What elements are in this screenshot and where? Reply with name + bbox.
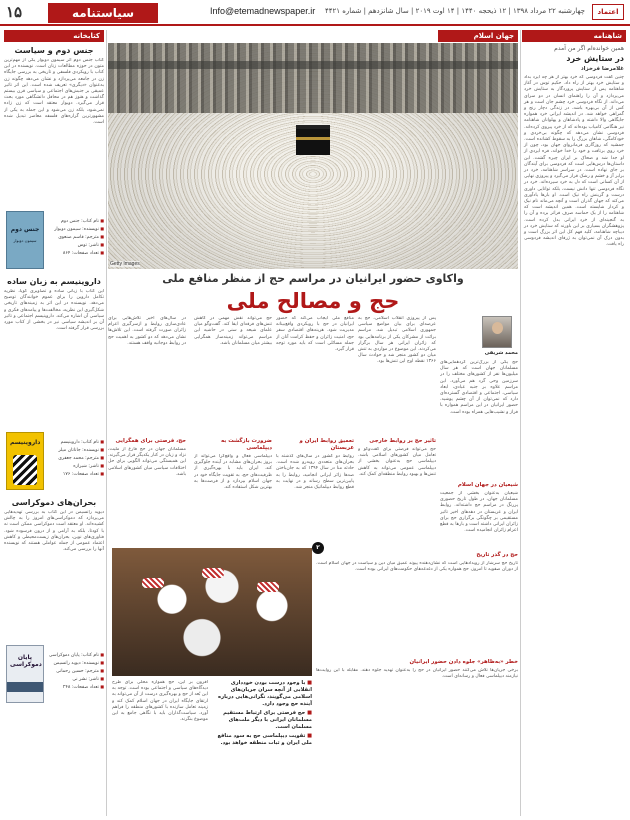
book1-spec: ■ نویسنده: سیمون دوبوار	[48, 225, 104, 233]
column-divider	[106, 30, 107, 816]
book1-spec: ■ نام کتاب: جنس دوم	[48, 217, 104, 225]
pull-quote: ■ با وجود درست بودن خودداری انقلابی از آنچه سران جریان‌های اسلامی می‌گویند، نگرانی‌هایی درباره آینده حج وجود دارد.	[212, 680, 312, 708]
book2-text: این کتاب با زبانی ساده و تصاویری گویا، نظریه تکامل داروین را برای عموم خوانندگان توضیح می‌دهد. نویسنده در این اثر به زمینه‌های تاریخی شکل‌گیری این نظریه، مخالفت‌ها و پیامدهای فکری و سیاسی آن اشاره می‌کند. داروینیسم اجتماعی و تاثیر آن بر اندیشه سیاسی نیز در بخشی از کتاب مورد بررسی قرار گرفته است.	[4, 289, 104, 332]
book3-spec: ■ تعداد صفحات: ۲۴۸	[48, 683, 104, 691]
kaaba-icon	[296, 125, 330, 155]
books-column	[4, 30, 104, 816]
column-teaser: همین خوانده‌ام اگر من آمدم	[554, 45, 624, 52]
ghutra-icon	[142, 578, 164, 588]
article-paragraph: حج می‌تواند فرصتی برای گفت‌وگو و تعامل میان کشورهای اسلامی باشد. دیپلماسی حج به‌عنوان بخشی از دیپلماسی عمومی می‌تواند به کاهش تنش‌ها و بهبود روابط منطقه‌ای کمک کند.	[358, 447, 436, 477]
shahnameh-header: شاهنامه	[522, 30, 626, 42]
article-column-3	[276, 316, 354, 572]
author-name: محمد شریفی	[484, 350, 518, 356]
article-paragraph: روابط دو کشور در سال‌های گذشته با بحران‌های متعددی روبه‌رو شده است. حادثه منا در سال ۱۳۹۴ که به جان‌باختن صدها زائر ایرانی انجامید، روابط را به پایین‌ترین سطح رساند و در نهایت به قطع روابط دیپلماتیک منجر شد.	[276, 454, 354, 491]
book3-specs	[48, 651, 104, 691]
article-headline: حج و مصالح ملی	[226, 289, 400, 313]
pull-quotes	[212, 680, 312, 747]
article-paragraph: حج می‌تواند نقش مهمی در کاهش تنش‌های فرقه‌ای ایفا کند. گفت‌وگو میان علمای شیعه و سنی در حاشیه این مراسم می‌تواند زمینه‌ساز همگرایی بیشتر میان مسلمانان باشد.	[194, 316, 272, 346]
book2-spec: ■ مترجم: محمد جعفری	[48, 454, 104, 462]
mosque-arcade	[108, 43, 518, 113]
article-kicker: واکاوی حضور ایرانیان در مراسم حج از منظر منافع ملی	[162, 272, 464, 285]
pull-quote: ■ تقویت دیپلماسی حج به سود منافع ملی ایران و ثبات منطقه خواهد بود.	[212, 733, 312, 747]
dateline: چهارشنبه ۲۲ مرداد ۱۳۹۸ | ۱۲ ذیحجه ۱۴۴۰ | ۱۴ اوت ۲۰۱۹ | سال شانزدهم | شماره ۴۴۲۱	[324, 7, 585, 15]
article-subheading: شیعیان در جهان اسلام	[457, 482, 518, 488]
column-title: در ستایش خرد	[566, 54, 624, 63]
column-divider	[520, 30, 521, 816]
book1-specs	[48, 217, 104, 257]
column-body: چنین گفت فردوسی که خرد بهتر از هر چه ایزد بداد و ستایش خرد بهتر از راه داد. حکیم توس در آغاز شاهنامه پس از ستایش پروردگار به ستایش خرد می‌پردازد و آن را راهنمای انسان در دو سرای می‌داند. از نگاه فردوسی خرد چشم جان است و هر کس از آن بی‌بهره باشد، در زندگی دچار رنج و گمراهی خواهد شد. در اندیشه ایرانی خرد همواره جایگاهی والا داشته و پادشاهان و پهلوانان شاهنامه نیز هنگامی کامیاب بوده‌اند که از خرد پیروی کرده‌اند. فردوسی نشان می‌دهد که چگونه بی‌خردی و خودکامگی، شاهان بزرگ را به سقوط کشانده است. جمشید که روزگاری فرمانروای جهان بود، چون از خرد روی برتافت و خود را خدا خواند، فره ایزدی از او جدا شد و ضحاک بر ایران چیره گشت. این داستان‌ها درس‌هایی است که فردوسی برای آیندگان بر جای نهاده است. در سراسر شاهنامه، خرد در برابر آز و خشم و رشک قرار می‌گیرد و پیروزی نهایی از آن کسانی است که دل به خرد سپرده‌اند. خرد در نگاه فردوسی تنها دانش نیست، بلکه توانایی داوری درست و گزینش راه نیک است. او بارها یادآوری می‌کند که جهان گذران است و آنچه می‌ماند نام نیک و کردار شایسته است. همین اندیشه است که شاهنامه را از یک حماسه صرف فراتر برده و آن را به گنجینه‌ای از خرد ایرانی بدل کرده است. پژوهشگران بسیاری بر این باورند که ستایش خرد در دیباچه شاهنامه، کلید فهم کل این اثر بزرگ است و بدون درک آن نمی‌توان به ژرفای اندیشه فردوسی راه یافت.	[524, 75, 624, 248]
article-paragraph: مسلمانان جهان در حج فارغ از ملیت، نژاد و زبان در کنار یکدیگر قرار می‌گیرند. این همبستگی می‌تواند الگویی برای حل اختلافات سیاسی میان کشورهای اسلامی باشد.	[108, 447, 186, 477]
saudi-officials-photo	[112, 548, 312, 676]
ghutra-icon	[257, 582, 279, 592]
article-subheading: ضرورت بازگشت به دیپلماسی	[221, 438, 272, 451]
article-column-4	[194, 316, 272, 572]
article-subheading: خطر «به‌ظاهر» جلوه دادن حضور ایرانیان	[409, 659, 518, 665]
article-subheading: تعمیق روابط ایران و عربستان	[299, 438, 354, 451]
book1-title: جنس دوم و سیاست	[14, 46, 94, 55]
article-paragraph: شیعیان به‌عنوان بخشی از جمعیت مسلمانان جهان، در طول تاریخ حضوری پررنگ در مراسم حج داشته‌اند. روابط ایران و عربستان در دهه‌های اخیر تاثیر مستقیمی بر چگونگی برگزاری حج برای زائران ایرانی داشته است و بارها به قطع اعزام زائران انجامیده است.	[440, 491, 518, 534]
book1-spec: ■ مترجم: قاسم صنعوی	[48, 233, 104, 241]
book2-spec: ■ نام کتاب: داروینیسم	[48, 438, 104, 446]
article-paragraph: منافع ملی ایجاب می‌کند که حضور ایرانیان در حج با رویکردی واقع‌بینانه مدیریت شود. هزینه‌های اقتصادی سفر حج، امنیت زائران و حفظ کرامت آنان از جمله مسائلی است که باید مورد توجه قرار گیرد.	[276, 316, 354, 353]
masthead	[0, 0, 630, 26]
shahnameh-column	[522, 30, 626, 816]
book1-card	[4, 211, 104, 273]
bottom-article-right	[316, 550, 518, 816]
book2-cover	[6, 432, 44, 490]
book3-cover-title: پایان دموکراسی	[10, 654, 42, 668]
article-paragraph: پس از پیروزی انقلاب اسلامی، حج به عرصه‌ای برای بیان مواضع سیاسی جمهوری اسلامی تبدیل شد. مراسم برائت از مشرکان یکی از برنامه‌هایی بود که زائران ایرانی هر سال برگزار می‌کردند. این موضوع در مواردی به تنش میان دو کشور منجر شد و حوادث سال ۱۳۶۶ نقطه اوج این تنش‌ها بود.	[358, 316, 436, 365]
article-subheading: تاثیر حج بر روابط خارجی	[369, 438, 436, 444]
books-column-header: کتابخانه	[4, 30, 104, 42]
book1-cover-sub: سیمون دوبوار	[13, 238, 37, 243]
book3-spec: ■ نویسنده: دیوید رانسیمن	[48, 659, 104, 667]
article-paragraph: افزون بر این، حج همواره محلی برای طرح دیدگاه‌های سیاسی و اجتماعی بوده است. توجه به این بُعد از حج و بهره‌گیری درست از آن می‌تواند به ارتقای جایگاه ایران در جهان اسلام کمک کند و زمینه تعامل سازنده با کشورهای منطقه را فراهم آورد. سیاست‌گذاران باید با نگاهی جامع به این موضوع بنگرند.	[112, 680, 208, 723]
article-subheading: حج، فرصتی برای همگرایی	[115, 438, 186, 444]
author-box	[462, 316, 518, 358]
book2-cover-title: داروینیسم	[10, 439, 41, 446]
book2-card	[4, 432, 104, 494]
book3-title: بحران‌های دموکراسی	[11, 498, 97, 507]
email-link[interactable]: Info@etemadnewspaper.ir	[210, 6, 316, 16]
article-paragraph: در سال‌های اخیر تلاش‌هایی برای عادی‌سازی روابط و ازسرگیری اعزام زائران صورت گرفته است. این تلاش‌ها نشان می‌دهد که دو کشور به اهمیت حج در روابط دوجانبه واقف هستند.	[108, 316, 186, 346]
book2-spec: ■ تعداد صفحات: ۱۷۶	[48, 470, 104, 478]
page-number: ۱۵	[6, 4, 23, 21]
article-paragraph: دیپلماسی فعال و واقع‌گرا می‌تواند از بروز بحران‌های مشابه در آینده جلوگیری کند. ایران باید با بهره‌گیری از ظرفیت‌های حج، به تقویت جایگاه خود در جهان اسلام بپردازد و از فرصت‌ها به بهترین شکل استفاده کند.	[194, 454, 272, 491]
book2-spec: ■ نویسنده: جاناتان میلر	[48, 446, 104, 454]
author-photo	[482, 316, 512, 348]
book1-spec: ■ ناشر: توس	[48, 241, 104, 249]
book2-spec: ■ ناشر: شیرازه	[48, 462, 104, 470]
main-section-header: جهان اسلام	[438, 30, 518, 42]
pull-quote: ■ حج فرصتی برای ارتباط مستقیم مسلمانان ایرانی با دیگر ملت‌های مسلمان است.	[212, 710, 312, 731]
book3-text: دیوید رانسیمن در این کتاب به بررسی تهدیدهایی می‌پردازد که دموکراسی‌های امروز را به چالش کشیده‌اند. او معتقد است دموکراسی ممکن است نه با کودتا، بلکه به آرامی و از درون فرسوده شود. فناوری‌های نوین، بحران‌های زیست‌محیطی و کاهش اعتماد عمومی از جمله عواملی هستند که نویسنده آنها را بررسی می‌کند.	[4, 510, 104, 553]
article-paragraph: حج یکی از بزرگ‌ترین گردهمایی‌های مسلمانان جهان است که هر سال میلیون‌ها نفر از کشورهای مختلف را در سرزمین وحی گرد هم می‌آورد. این مراسم علاوه بر جنبه عبادی، ابعاد سیاسی، اجتماعی و اقتصادی گسترده‌ای دارد که نمی‌توان از آن چشم پوشید. حضور ایرانیان در این مراسم همواره با فراز و نشیب‌هایی همراه بوده است.	[440, 360, 518, 415]
mosque-roofline	[108, 61, 518, 69]
article-paragraph: تاریخ حج سرشار از رویدادهایی است که نشان‌دهنده پیوند عمیق میان دین و سیاست در جهان اسلام است. از دوران صفویه تا امروز، حج همواره یکی از دغدغه‌های حکومت‌های ایرانی بوده است.	[316, 561, 518, 573]
book2-title: داروینیسم به زبان ساده	[7, 277, 101, 286]
section-name: سیاستنامه	[48, 3, 158, 23]
book1-cover-title: جنس دوم	[10, 226, 40, 233]
book1-cover	[6, 211, 44, 269]
article-column-2	[358, 316, 436, 565]
logo: اعتماد	[592, 4, 624, 20]
book2-specs	[48, 438, 104, 478]
article-paragraph: برخی جریان‌ها تلاش می‌کنند حضور ایرانیان در حج را به‌عنوان تهدید جلوه دهند. مقابله با این روایت‌ها نیازمند دیپلماسی فعال و رسانه‌ای است.	[316, 668, 518, 680]
book3-spec: ■ ناشر: نشر نی	[48, 675, 104, 683]
book3-cover	[6, 645, 44, 703]
cover-band	[7, 682, 43, 692]
photo-number-badge: ۲	[312, 542, 324, 554]
book3-card	[4, 645, 104, 707]
ghutra-icon	[202, 568, 224, 578]
article-subheading: حج در گذر تاریخ	[476, 552, 518, 558]
book3-spec: ■ نام کتاب: پایان دموکراسی	[48, 651, 104, 659]
kaaba-photo	[108, 43, 518, 269]
photo-credit: Getty Images	[110, 261, 140, 267]
book1-text: کتاب جنس دوم اثر سیمون دوبوار یکی از مهم‌ترین متون در حوزه مطالعات زنان است. نویسنده در این کتاب با رویکردی فلسفی و تاریخی به بررسی جایگاه زن در جامعه می‌پردازد و نشان می‌دهد چگونه زن به‌عنوان «دیگری» تعریف شده است. این اثر تاثیر عمیقی بر جنبش‌های اجتماعی و سیاسی قرن بیستم گذاشت و هنوز هم در محافل دانشگاهی مورد بحث قرار می‌گیرد. دوبوار معتقد است که زن زاده نمی‌شود، بلکه زن می‌شود و این جمله به یکی از مشهورترین گزاره‌های فلسفه معاصر تبدیل شده است.	[4, 58, 104, 126]
column-author: غلامرضا فرخزاد	[580, 66, 624, 72]
zebra-stripes-icon	[13, 455, 37, 485]
bottom-article-left	[112, 680, 312, 814]
book3-spec: ■ مترجم: حسین رحمانی	[48, 667, 104, 675]
book1-spec: ■ تعداد صفحات: ۸۶۴	[48, 249, 104, 257]
